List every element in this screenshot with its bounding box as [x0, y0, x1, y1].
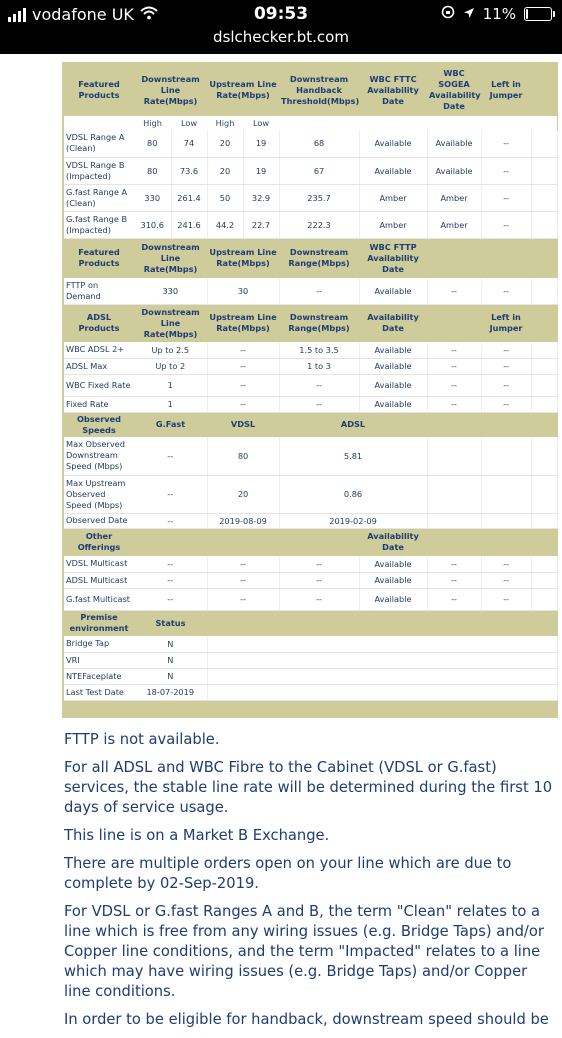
column-header: Left in Jumper: [481, 304, 531, 342]
table-row: [64, 572, 557, 588]
table-cell: 0.86: [279, 475, 427, 513]
table-cell: 50: [207, 184, 243, 211]
column-header: Downstream Range(Mbps): [279, 304, 359, 342]
table-cell: [427, 513, 481, 528]
table-row: [64, 396, 557, 412]
table-cell: --: [481, 588, 531, 610]
column-header: [207, 610, 557, 636]
table-cell: --: [427, 342, 481, 358]
table-cell: [531, 130, 557, 157]
column-header: Featured Products: [64, 238, 134, 278]
status-bar: [0, 0, 562, 54]
row-label: NTEFaceplate: [64, 668, 134, 684]
table-cell: --: [279, 396, 359, 412]
row-label: Bridge Tap: [64, 636, 134, 652]
column-header: ADSL Products: [64, 304, 134, 342]
table-cell: Available: [427, 157, 481, 184]
table-cell: --: [279, 572, 359, 588]
table-header-row: [64, 528, 557, 556]
table-cell: 67: [279, 157, 359, 184]
column-header: ADSL: [279, 412, 427, 437]
table-cell: 74: [171, 130, 207, 157]
table-cell: N: [134, 652, 207, 668]
address-url[interactable]: dslchecker.bt.com: [213, 28, 349, 46]
table-cell: --: [427, 358, 481, 374]
table-cell: [531, 184, 557, 211]
table-cell: Available: [359, 374, 427, 396]
row-label: WBC Fixed Rate: [64, 374, 134, 396]
table-row: [64, 437, 557, 475]
table-cell: [531, 556, 557, 572]
table-cell: --: [134, 556, 207, 572]
table-cell: 2019-02-09: [279, 513, 427, 528]
table-cell: [531, 211, 557, 238]
column-header: Downstream Handback Threshold(Mbps): [279, 64, 359, 116]
table-row: [64, 513, 557, 528]
column-header: [427, 528, 557, 556]
table-row: [64, 652, 557, 668]
table-cell: --: [481, 358, 531, 374]
table-cell: Available: [359, 358, 427, 374]
table-cell: --: [134, 513, 207, 528]
table-cell: --: [207, 396, 279, 412]
column-header: [134, 528, 359, 556]
note-exchange: This line is on a Market B Exchange.: [64, 827, 330, 844]
table-cell: [531, 342, 557, 358]
table-cell: [531, 116, 557, 130]
table-cell: [531, 157, 557, 184]
table-row: [64, 684, 557, 700]
table-row: [64, 157, 557, 184]
table-cell: Available: [359, 396, 427, 412]
row-label: Max Upstream Observed Speed (Mbps): [64, 475, 134, 513]
table-row: [64, 668, 557, 684]
table-header-row: [64, 304, 557, 342]
note-orders: There are multiple orders open on your line which are due to complete by 02-Sep-2019.: [64, 855, 512, 892]
note-handback: In order to be eligible for handback, downstream speed should be: [64, 1011, 549, 1028]
column-header: Featured Products: [64, 64, 134, 116]
table-cell: Available: [359, 278, 427, 304]
table-cell: Available: [359, 130, 427, 157]
table-cell: 22.7: [243, 211, 279, 238]
column-header: Downstream Line Rate(Mbps): [134, 238, 207, 278]
table-cell: Up to 2: [134, 358, 207, 374]
column-header: Downstream Line Rate(Mbps): [134, 64, 207, 116]
table-cell: --: [481, 342, 531, 358]
column-header: Upstream Line Rate(Mbps): [207, 64, 279, 116]
row-label: Fixed Rate: [64, 396, 134, 412]
row-label: WBC ADSL 2+: [64, 342, 134, 358]
table-row: [64, 130, 557, 157]
table-cell: 235.7: [279, 184, 359, 211]
table-cell: [531, 374, 557, 396]
table-cell: --: [134, 588, 207, 610]
table-header-row: [64, 116, 557, 130]
column-header: Upstream Line Rate(Mbps): [207, 304, 279, 342]
table-cell: --: [207, 588, 279, 610]
table-cell: --: [427, 396, 481, 412]
table-cell: --: [207, 374, 279, 396]
table-cell: --: [481, 130, 531, 157]
table-cell: Amber: [359, 211, 427, 238]
row-label: VDSL Multicast: [64, 556, 134, 572]
row-label: ADSL Max: [64, 358, 134, 374]
table-cell: [531, 475, 557, 513]
table-cell: 330: [134, 278, 207, 304]
table-cell: [427, 116, 481, 130]
table-cell: 2019-08-09: [207, 513, 279, 528]
table-cell: 80: [207, 437, 279, 475]
table-cell: [427, 437, 481, 475]
table-cell: --: [207, 358, 279, 374]
table-cell: 20: [207, 475, 279, 513]
column-header: Left in Jumper: [481, 64, 531, 116]
row-label: Last Test Date: [64, 684, 134, 700]
line-checker-table: [64, 64, 558, 701]
status-right: [441, 5, 552, 23]
column-header: Availability Date: [359, 528, 427, 556]
table-header-row: [64, 64, 557, 116]
table-cell: --: [134, 437, 207, 475]
column-header: [531, 304, 557, 342]
note-clean-impacted: For VDSL or G.fast Ranges A and B, the term "Clean" relates to a line which is free from any wiring issues (e.g. Bridge Taps) and/or Copper line conditions, and the term "Impacted" relates to a line which may have wiring issues (e.g. Bridge Taps) and/or Copper line conditions.: [64, 903, 544, 1000]
column-header: Other Offerings: [64, 528, 134, 556]
battery-level: [526, 9, 528, 19]
table-cell: Up to 2.5: [134, 342, 207, 358]
table-cell: --: [427, 374, 481, 396]
column-header: Premise environment: [64, 610, 134, 636]
column-header: WBC FTTC Availability Date: [359, 64, 427, 116]
row-label: VDSL Range B (Impacted): [64, 157, 134, 184]
table-cell: Available: [359, 342, 427, 358]
carrier-label: vodafone UK: [32, 5, 134, 24]
table-cell: 1: [134, 396, 207, 412]
table-cell: --: [207, 556, 279, 572]
table-cell: --: [481, 572, 531, 588]
table-cell: [207, 684, 557, 700]
table-row: [64, 374, 557, 396]
table-cell: [207, 636, 557, 652]
column-header: Downstream Range(Mbps): [279, 238, 359, 278]
row-label: FTTP on Demand: [64, 278, 134, 304]
table-row: [64, 475, 557, 513]
column-header: [427, 304, 481, 342]
column-header: Availability Date: [359, 304, 427, 342]
table-cell: --: [427, 588, 481, 610]
table-cell: [481, 116, 531, 130]
table-cell: --: [481, 278, 531, 304]
battery-percent: 11%: [482, 5, 516, 23]
table-cell: 20: [207, 130, 243, 157]
table-cell: 44.2: [207, 211, 243, 238]
column-subheader: High: [207, 116, 243, 130]
table-cell: --: [279, 556, 359, 572]
table-cell: 19: [243, 130, 279, 157]
table-cell: [279, 116, 359, 130]
clock: 09:53: [253, 4, 309, 24]
table-cell: [531, 572, 557, 588]
table-row: [64, 184, 557, 211]
column-header: WBC FTTP Availability Date: [359, 238, 427, 278]
table-cell: [531, 278, 557, 304]
table-cell: --: [207, 572, 279, 588]
column-header: Observed Speeds: [64, 412, 134, 437]
table-cell: Available: [427, 130, 481, 157]
row-label: VDSL Range A (Clean): [64, 130, 134, 157]
column-subheader: Low: [243, 116, 279, 130]
location-icon: [463, 5, 475, 23]
note-line-rate: For all ADSL and WBC Fibre to the Cabinet (VDSL or G.fast) services, the stable line rate will be determined during the first 10 days of service usage.: [64, 759, 553, 816]
row-label: VRI: [64, 652, 134, 668]
table-cell: 1 to 3: [279, 358, 359, 374]
table-cell: 30: [207, 278, 279, 304]
table-cell: [359, 116, 427, 130]
row-label: Max Observed Downstream Speed (Mbps): [64, 437, 134, 475]
table-cell: Available: [359, 588, 427, 610]
table-cell: 80: [134, 130, 171, 157]
table-cell: Available: [359, 572, 427, 588]
table-cell: --: [481, 556, 531, 572]
table-row: [64, 278, 557, 304]
table-cell: [64, 116, 134, 130]
table-cell: Available: [359, 157, 427, 184]
column-header: [427, 238, 557, 278]
table-header-row: [64, 238, 557, 278]
table-cell: --: [427, 278, 481, 304]
table-cell: --: [481, 184, 531, 211]
table-cell: --: [427, 556, 481, 572]
table-cell: --: [279, 374, 359, 396]
table-cell: N: [134, 668, 207, 684]
table-cell: --: [207, 342, 279, 358]
table-cell: 32.9: [243, 184, 279, 211]
table-cell: 1.5 to 3.5: [279, 342, 359, 358]
table-cell: Amber: [427, 211, 481, 238]
table-cell: --: [134, 572, 207, 588]
table-cell: 241.6: [171, 211, 207, 238]
note-fttp: FTTP is not available.: [64, 731, 220, 748]
table-cell: Amber: [359, 184, 427, 211]
table-cell: 73.6: [171, 157, 207, 184]
table-row: [64, 636, 557, 652]
row-label: Observed Date: [64, 513, 134, 528]
table-cell: [207, 652, 557, 668]
table-row: [64, 342, 557, 358]
table-cell: 80: [134, 157, 171, 184]
column-header: [531, 64, 557, 116]
row-label: G.fast Range B (Impacted): [64, 211, 134, 238]
table-cell: [531, 396, 557, 412]
table-cell: [207, 668, 557, 684]
rotation-lock-icon: [441, 5, 455, 23]
table-cell: 19: [243, 157, 279, 184]
table-cell: --: [427, 572, 481, 588]
table-cell: 20: [207, 157, 243, 184]
table-cell: --: [279, 278, 359, 304]
table-row: [64, 211, 557, 238]
table-cell: --: [134, 475, 207, 513]
notes-section: [64, 730, 558, 1038]
row-label: G.fast Range A (Clean): [64, 184, 134, 211]
table-cell: [531, 513, 557, 528]
table-cell: 18-07-2019: [134, 684, 207, 700]
column-header: G.Fast: [134, 412, 207, 437]
table-cell: [481, 475, 531, 513]
table-cell: --: [481, 157, 531, 184]
table-cell: 222.3: [279, 211, 359, 238]
table-cell: [531, 588, 557, 610]
column-header: Status: [134, 610, 207, 636]
table-cell: --: [481, 374, 531, 396]
column-subheader: High: [134, 116, 171, 130]
table-row: [64, 358, 557, 374]
column-header: Upstream Line Rate(Mbps): [207, 238, 279, 278]
column-subheader: Low: [171, 116, 207, 130]
table-row: [64, 556, 557, 572]
table-header-row: [64, 610, 557, 636]
table-cell: 1: [134, 374, 207, 396]
column-header: [427, 412, 557, 437]
table-cell: [531, 358, 557, 374]
row-label: ADSL Multicast: [64, 572, 134, 588]
table-cell: Amber: [427, 184, 481, 211]
row-label: G.fast Multicast: [64, 588, 134, 610]
table-cell: --: [481, 396, 531, 412]
battery-icon: [524, 7, 552, 21]
table-cell: 330: [134, 184, 171, 211]
table-cell: [481, 513, 531, 528]
table-cell: --: [481, 211, 531, 238]
table-cell: Available: [359, 556, 427, 572]
table-cell: --: [279, 588, 359, 610]
table-cell: [427, 475, 481, 513]
table-cell: [531, 437, 557, 475]
table-cell: 261.4: [171, 184, 207, 211]
column-header: WBC SOGEA Availability Date: [427, 64, 481, 116]
column-header: VDSL: [207, 412, 279, 437]
table-cell: 68: [279, 130, 359, 157]
table-header-row: [64, 412, 557, 437]
line-checker-table-panel: [62, 62, 558, 718]
table-row: [64, 588, 557, 610]
table-cell: 5.81: [279, 437, 427, 475]
column-header: Downstream Line Rate(Mbps): [134, 304, 207, 342]
table-cell: [481, 437, 531, 475]
table-cell: 310.6: [134, 211, 171, 238]
table-cell: N: [134, 636, 207, 652]
